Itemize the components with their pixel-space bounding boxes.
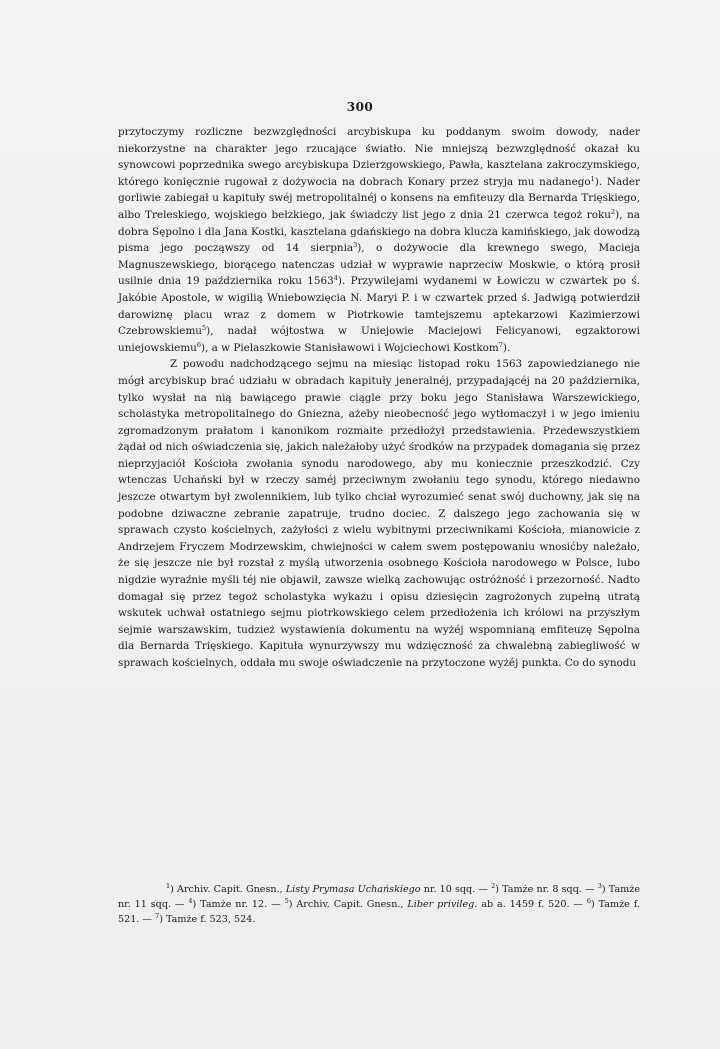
footnote-marker: 4 — [188, 897, 193, 905]
text-run: ) Archiv. Capit. Gnesn., — [170, 884, 286, 895]
footnote-marker: 1 — [590, 174, 595, 183]
italic-title: Listy Prymasa Uchańskiego — [285, 884, 421, 895]
footnote-marker: 7 — [498, 340, 503, 349]
paragraph — [118, 356, 640, 671]
text-run: ab a. 1459 f. 520. — — [477, 899, 587, 910]
text-run: ), na dobra Sępolno i dla Jana Kostki, kasztelana gdańskiego na dobra klucza kamińskiego, jak dowodzą pisma jego począwszy od 14 sierpnia — [118, 208, 641, 255]
text-run: ) Tamże f. 523, 524. — [159, 914, 256, 925]
footnote-text — [118, 882, 640, 927]
paragraph — [118, 124, 640, 356]
footnote-marker: 2 — [491, 882, 496, 890]
text-run: ), o dożywocie dla krewnego swego, Macieja Magnuszewskiego, biorącego natenczas udział w wyprawie naprzeciw Moskwie, o którą prosił usilnie dnia 19 października roku 1563 — [118, 242, 640, 288]
italic-title: Liber privileg. — [407, 899, 478, 910]
text-run: ), nadał wójtostwa w Uniejowie Maciejowi Felicyanowi, egzaktorowi uniejowskiemu — [118, 325, 640, 354]
text-run: Z powodu nadchodzącego sejmu na miesiąc listopad roku 1563 zapowiedzianego nie mógł arcybiskup brać udziału w obradach kapituły jeneralnéj, przypadającéj na 20 października, tylko wysłał na nią bawiącego prawie ciągle przy boku jego Stanisława Warszewickiego, scholastyka metropolitalnego do Gniezna, ażeby nieobecność jego wytłomaczył i w jego imieniu zgromadzonym prałatom i kanonikom rozmaite przedłożył przedstawienia. Przedewszystkiem żądał od nich oświadczenia się, jakich należałoby użyć środków na przypadek domagania się przez nieprzyjaciół Kościoła zwołania synodu narodowego, aby mu koniecznie przeszkodzić. Czy wtenczas Uchański był w rzeczy saméj przeciwnym zwołaniu tego synodu, którego niedawno jeszcze otwartym był zwolennikiem, lub tylko chciał wyrozumieć senat swój duchowny, jak się na podobne dziwaczne zebranie zapatruje, trudno dociec. Z dalszego jego zachowania się w sprawach czysto kościelnych, zażyłości z wielu wybitnymi przeciwnikami Kościoła, mianowicie z Andrzejem Fryczem Modrzewskim, chwiejności w całem swem postępowaniu wnosićby należało, że się jeszcze nie był rozstał z myślą utworzenia osobnego Kościoła narodowego w Polsce, lubo nigdzie wyraźnie myśli téj nie objawił, zawsze wielką zachowując ostróżność i przezorność. Nadto domagał się przez tegoż scholastyka wykazu i opisu dziesięcin zagrożonych zupełną utratą wskutek uchwał ostatniego sejmu piotrkowskiego celem przedłożenia ich królowi na przyszłym sejmie warszawskim, tudzież wystawienia dokumentu na wyżéj wspomnianą emfiteuzę Sępolna dla Bernarda Trięskiego. Kapituła wynurzywszy mu wdzięczność za chwalebną zabiegliwość w sprawach kościelnych, oddała mu swoje oświadczenie na przytoczone wyżéj punkta. Co do synodu — [118, 358, 640, 669]
footnote-marker: 6 — [196, 340, 202, 349]
page-number: 300 — [346, 100, 374, 114]
footnote-marker: 3 — [597, 882, 602, 890]
text-run: nr. 10 sqq. — — [420, 884, 492, 895]
text-run: ). — [502, 341, 511, 354]
footnote-marker: 7 — [155, 912, 160, 920]
footnote-marker: 3 — [353, 241, 358, 250]
body-text — [118, 124, 640, 672]
text-run: ) Tamże nr. 12. — — [192, 899, 285, 910]
text-run: ). Nader gorliwie zabiegał u kapituły swéj metropolitalnéj o konsens na emfiteuzy dla Bernarda Trięskiego, albo Treleskiego, wojskiego bełzkiego, jak świadczy list jego z dnia 21 czerwca tegoż roku — [118, 175, 640, 221]
footnote-marker: 6 — [586, 897, 592, 905]
text-run: ). Przywilejami wydanemi w Łowiczu w czwartek po ś. Jakóbie Apostole, w wigilią Wniebowzięcia N. Maryi P. i w czwartek przed ś. Jadwigą potwierdził darowiznę placu wraz z domem w Piotrkowie tamtejszemu aptekarzowi Kazimierzowi Czebrowskiemu — [118, 275, 641, 338]
footnotes — [118, 882, 640, 927]
footnote-marker: 5 — [202, 324, 207, 333]
footnote-marker: 4 — [333, 274, 338, 283]
footnote-marker: 1 — [166, 882, 171, 890]
text-run: ), a w Pielaszkowie Stanisławowi i Wojciechowi Kostkom — [201, 341, 499, 354]
text-run: ) Tamże f. 521. — — [118, 899, 641, 925]
footnote-marker: 5 — [284, 897, 289, 905]
text-run: ) Archiv. Capit. Gnesn., — [288, 899, 408, 910]
text-run: ) Tamże nr. 8 sqq. — — [495, 884, 598, 895]
text-run: ) Tamże nr. 11 sqq. — — [118, 884, 640, 910]
footnote-marker: 2 — [610, 207, 616, 216]
text-run: przytoczymy rozliczne bezwzględności arcybiskupa ku poddanym swoim dowody, nader niekorzystne na charakter jego rzucające światło. Nie mniejszą bezwzględność okazał ku synowcowi poprzednika swego arcybiskupa Dzierzgowskiego, Pawła, kasztelana zakroczymskiego, którego konięcznie rugował z dożywocia na dobrach Konary przez stryja mu nadanego — [118, 126, 640, 188]
